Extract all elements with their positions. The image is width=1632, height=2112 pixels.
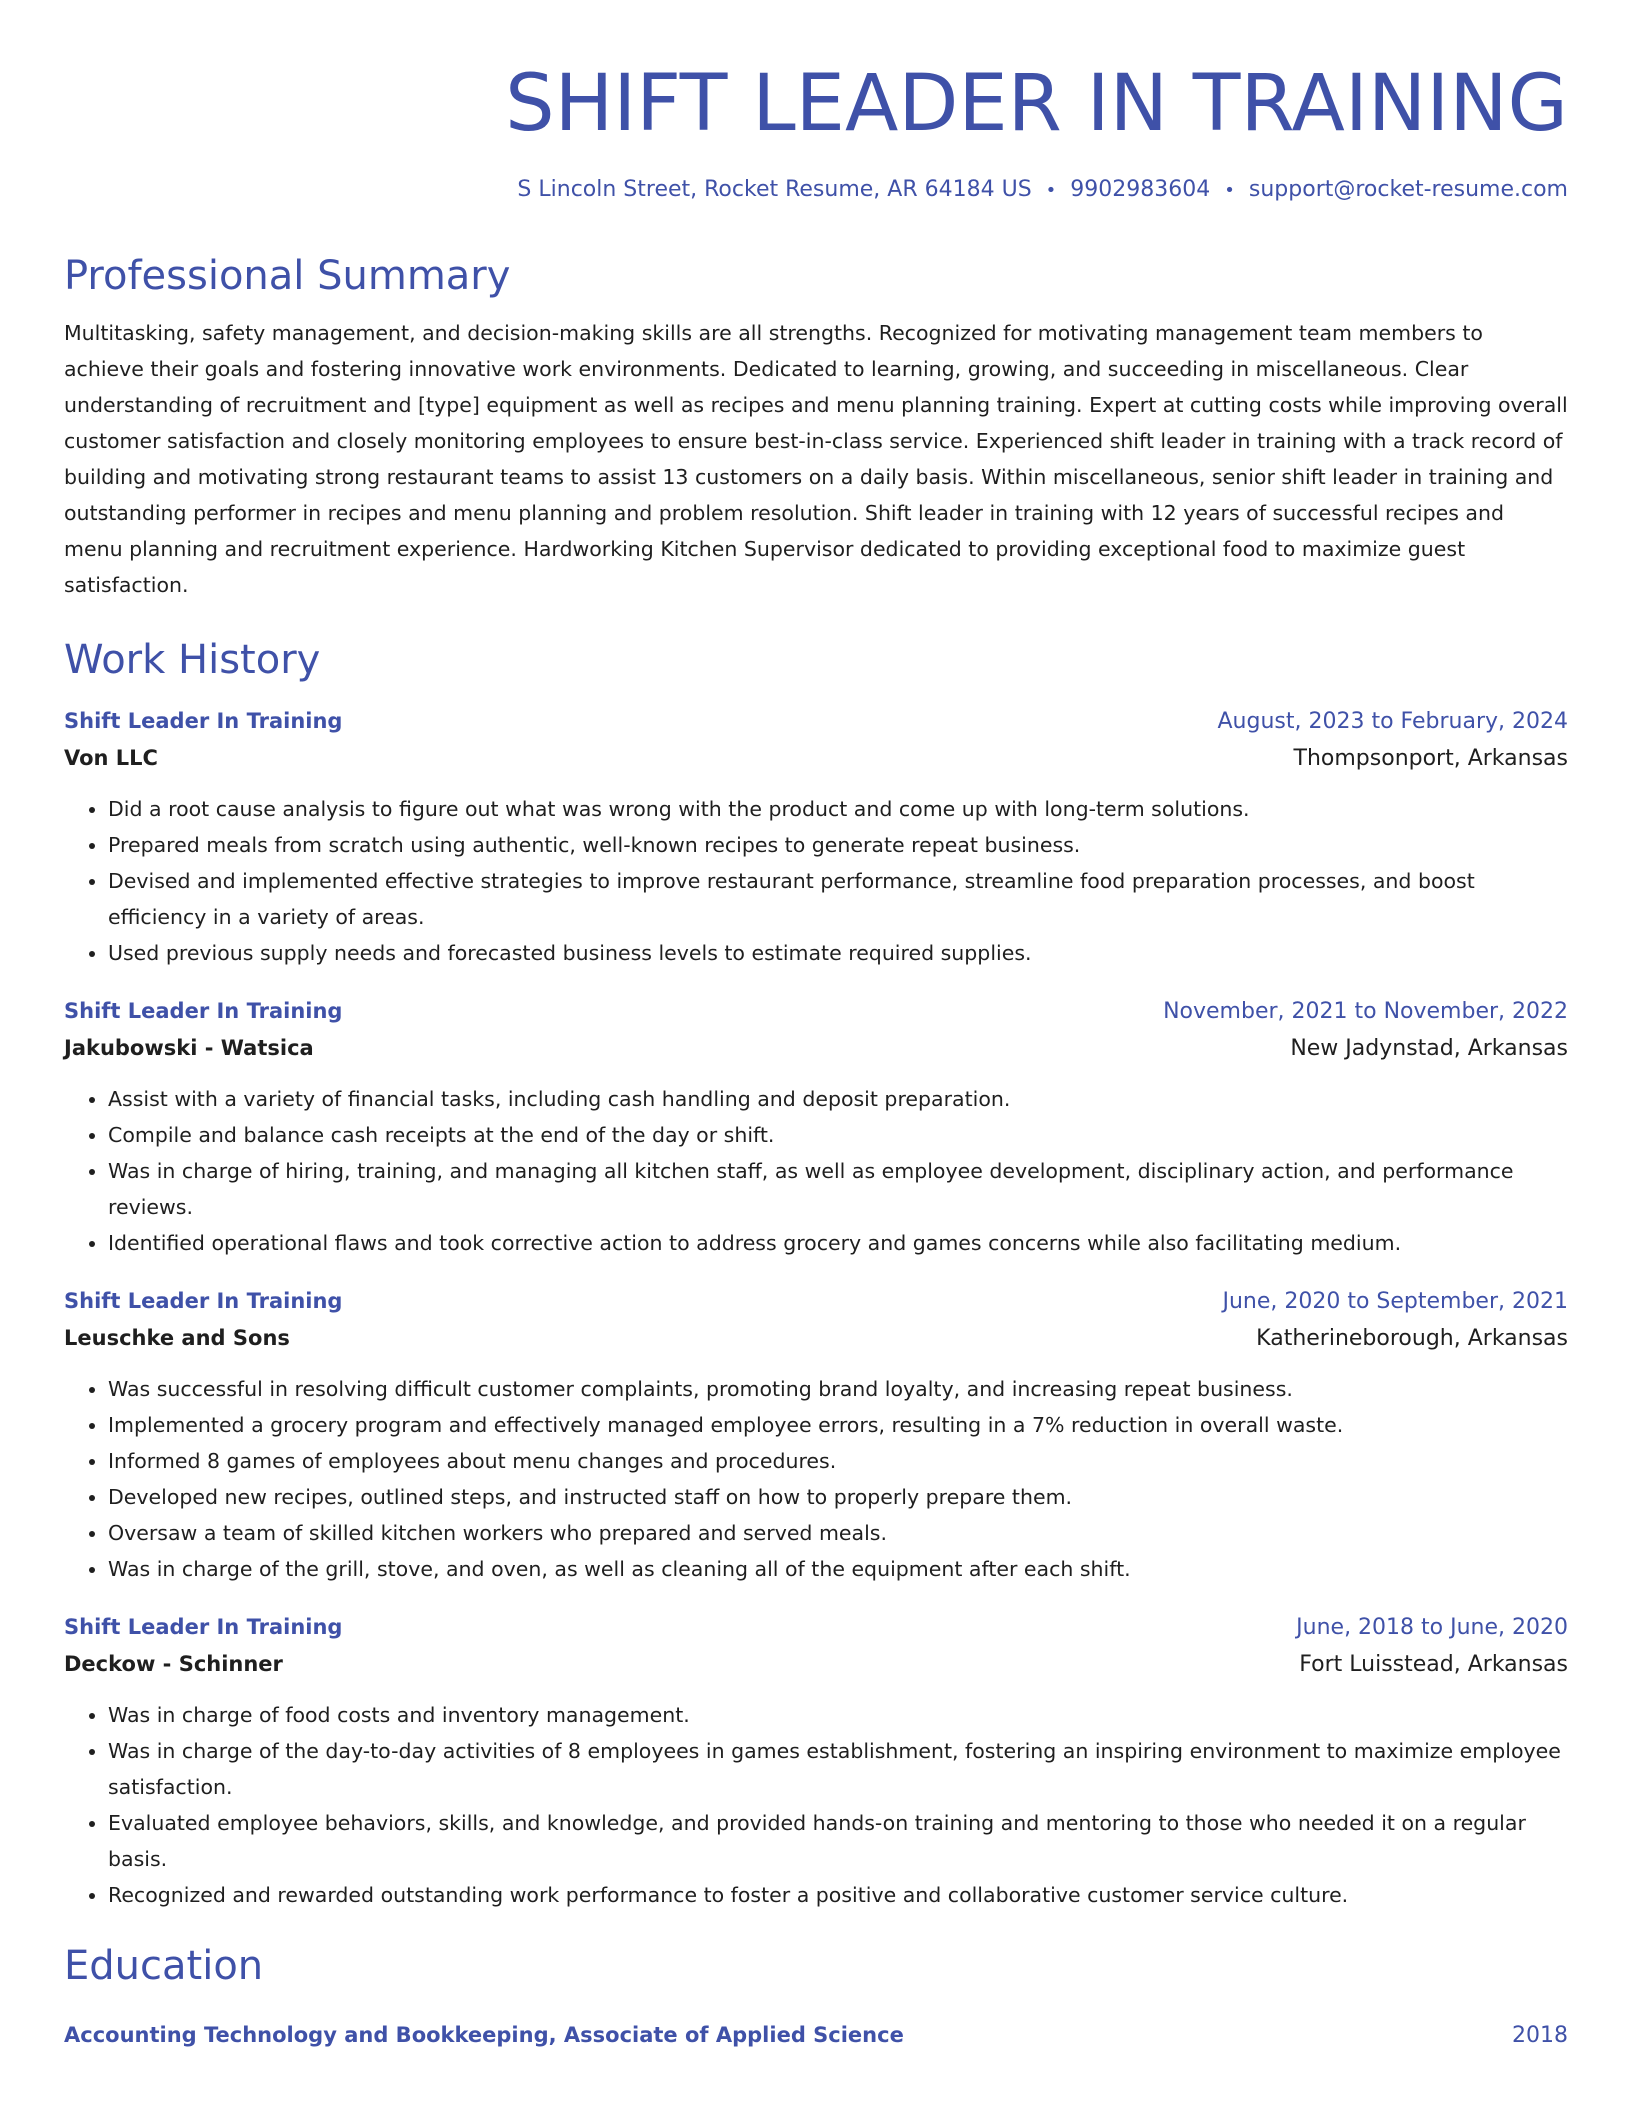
job-bullets <box>64 1697 1568 1913</box>
job-entry <box>64 703 1568 971</box>
job-company: Von LLC <box>64 746 158 770</box>
resume-page <box>64 0 1568 2054</box>
job-title-row <box>64 1609 1568 1646</box>
resume-title: SHIFT LEADER IN TRAINING <box>505 59 1568 149</box>
job-bullet: • Identified operational flaws and took corrective action to address grocery and games concerns while also facilitating medium. <box>108 1225 1568 1261</box>
job-title: Shift Leader In Training <box>64 709 343 733</box>
job-title: Shift Leader In Training <box>64 999 343 1023</box>
job-dates: June, 2020 to September, 2021 <box>1222 1289 1568 1314</box>
job-location: Thompsonport, Arkansas <box>1293 746 1568 771</box>
job-dates: August, 2023 to February, 2024 <box>1217 709 1568 734</box>
job-bullet: • Was in charge of hiring, training, and managing all kitchen staff, as well as employee development, disciplinary action, and performance reviews. <box>108 1153 1568 1225</box>
summary-heading: Professional Summary <box>64 253 511 299</box>
job-bullet: • Developed new recipes, outlined steps, and instructed staff on how to properly prepare them. <box>108 1479 1568 1515</box>
job-bullet: • Was in charge of the day-to-day activities of 8 employees in games establishment, fostering an inspiring environment to maximize employee satisfaction. <box>108 1733 1568 1805</box>
job-company: Jakubowski - Watsica <box>64 1036 314 1060</box>
job-title: Shift Leader In Training <box>64 1615 343 1639</box>
job-bullet: • Recognized and rewarded outstanding work performance to foster a positive and collaborative customer service culture. <box>108 1877 1568 1913</box>
job-bullet: • Prepared meals from scratch using authentic, well-known recipes to generate repeat business. <box>108 827 1568 863</box>
contact-line <box>64 174 1568 207</box>
job-bullets <box>64 791 1568 971</box>
job-bullet: • Used previous supply needs and forecasted business levels to estimate required supplies. <box>108 935 1568 971</box>
job-dates: June, 2018 to June, 2020 <box>1296 1615 1568 1640</box>
job-bullet: • Was in charge of the grill, stove, and oven, as well as cleaning all of the equipment after each shift. <box>108 1551 1568 1587</box>
contact-separator: • <box>1224 180 1235 201</box>
job-bullet: • Was in charge of food costs and inventory management. <box>108 1697 1568 1733</box>
contact-separator: • <box>1045 180 1057 201</box>
contact-email: support@rocket-resume.com <box>1248 177 1568 202</box>
job-bullet: • Assist with a variety of financial tasks, including cash handling and deposit preparation. <box>108 1081 1568 1117</box>
job-company-row <box>64 1320 1568 1357</box>
job-entry <box>64 1609 1568 1913</box>
work-history-heading: Work History <box>64 637 321 683</box>
education-degree: Accounting Technology and Bookkeeping, Associate of Applied Science <box>64 2023 904 2047</box>
job-entry <box>64 1283 1568 1587</box>
job-bullet: • Evaluated employee behaviors, skills, and knowledge, and provided hands-on training and mentoring to those who needed it on a regular basis. <box>108 1805 1568 1877</box>
job-entry <box>64 993 1568 1261</box>
summary-text: Multitasking, safety management, and decision-making skills are all strengths. Recognized for motivating management team members to achieve their goals and fostering innovative work environments. Dedicated to learning, growing, and succeeding in miscellaneous. Clear understanding of recruitment and [type] equipment as well as recipes and menu planning training. Expert at cutting costs while improving overall customer satisfaction and closely monitoring employees to ensure best-in-class service. Experienced shift leader in training with a track record of building and motivating strong restaurant teams to assist 13 customers on a daily basis. Within miscellaneous, senior shift leader in training and outstanding performer in recipes and menu planning and problem resolution. Shift leader in training with 12 years of successful recipes and menu planning and recruitment experience. Hardworking Kitchen Supervisor dedicated to providing exceptional food to maximize guest satisfaction. <box>64 321 1568 597</box>
job-bullet: • Oversaw a team of skilled kitchen workers who prepared and served meals. <box>108 1515 1568 1551</box>
job-company-row <box>64 740 1568 777</box>
education-year: 2018 <box>1512 2023 1568 2048</box>
job-title-row <box>64 1283 1568 1320</box>
job-dates: November, 2021 to November, 2022 <box>1163 999 1568 1024</box>
job-company: Leuschke and Sons <box>64 1326 290 1350</box>
job-bullet: • Implemented a grocery program and effectively managed employee errors, resulting in a 7% reduction in overall waste. <box>108 1407 1568 1443</box>
job-bullets <box>64 1081 1568 1261</box>
job-location: New Jadynstad, Arkansas <box>1290 1036 1568 1061</box>
job-bullet: • Was successful in resolving difficult customer complaints, promoting brand loyalty, and increasing repeat business. <box>108 1371 1568 1407</box>
education-heading: Education <box>64 1943 264 1989</box>
job-bullet: • Devised and implemented effective strategies to improve restaurant performance, streamline food preparation processes, and boost efficiency in a variety of areas. <box>108 863 1568 935</box>
job-company: Deckow - Schinner <box>64 1652 283 1676</box>
job-bullet: • Compile and balance cash receipts at the end of the day or shift. <box>108 1117 1568 1153</box>
job-title-row <box>64 993 1568 1030</box>
job-location: Katherineborough, Arkansas <box>1256 1326 1568 1351</box>
job-bullet: • Informed 8 games of employees about menu changes and procedures. <box>108 1443 1568 1479</box>
job-bullet: • Did a root cause analysis to figure out what was wrong with the product and come up with long-term solutions. <box>108 791 1568 827</box>
contact-phone: 9902983604 <box>1070 177 1211 202</box>
job-company-row <box>64 1646 1568 1683</box>
job-title-row <box>64 703 1568 740</box>
job-location: Fort Luisstead, Arkansas <box>1299 1652 1568 1677</box>
job-company-row <box>64 1030 1568 1067</box>
contact-address: S Lincoln Street, Rocket Resume, AR 64184 US <box>517 177 1032 202</box>
job-bullets <box>64 1371 1568 1587</box>
job-title: Shift Leader In Training <box>64 1289 343 1313</box>
education-entry <box>64 2017 1568 2054</box>
